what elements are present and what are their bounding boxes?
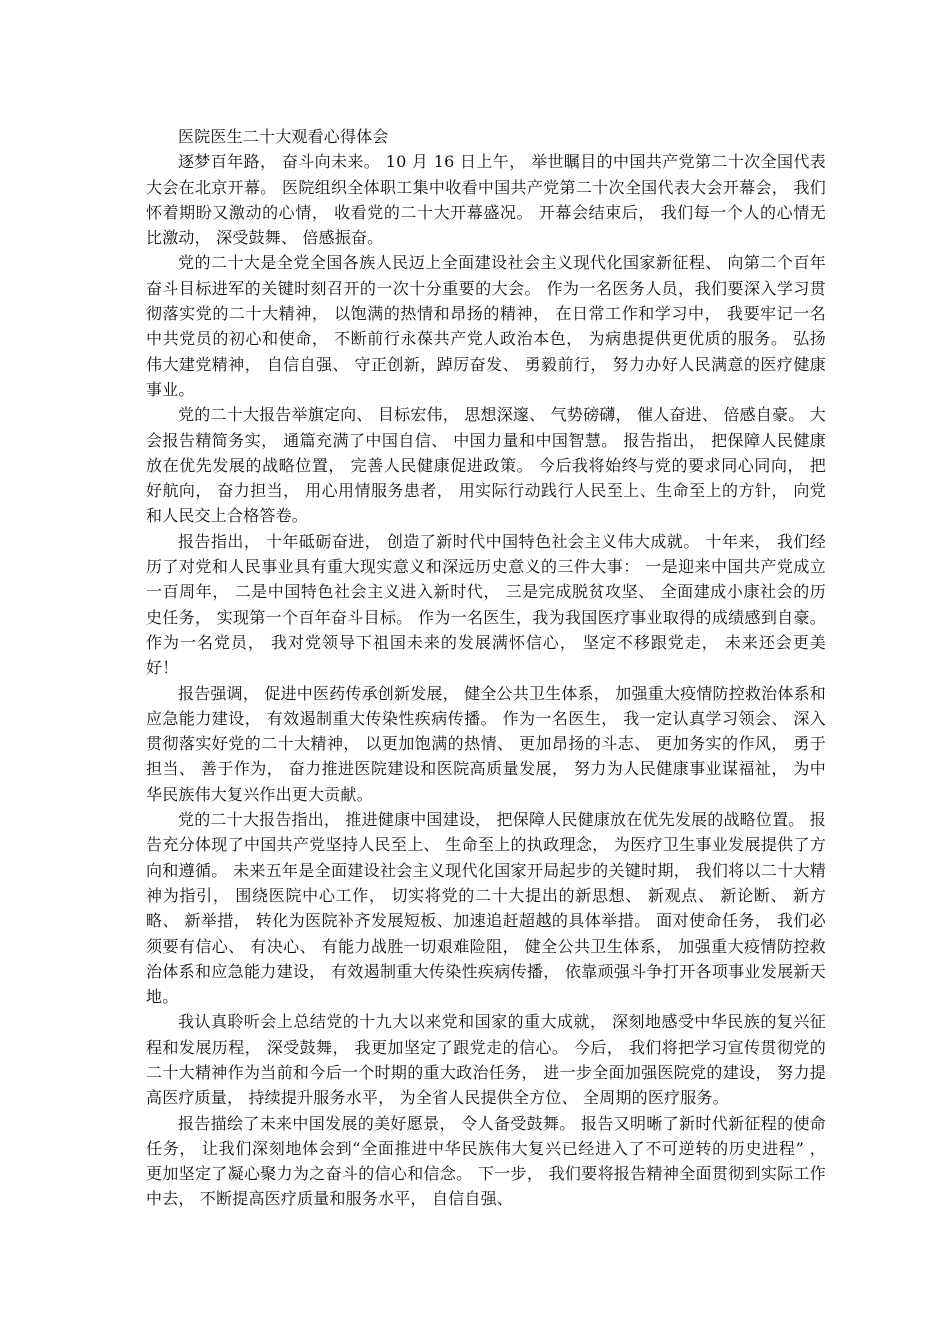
- document-title: 医院医生二十大观看心得体会: [178, 127, 389, 146]
- paragraph-7: 我认真聆听会上总结党的十九大以来党和国家的重大成就， 深刻地感受中华民族的复兴征程和发展历程， 深受鼓舞， 我更加坚定了跟党走的信心。 今后， 我们将把学习宣传贯彻党的二十大精神作为当前和今后一个时期的重大政治任务， 进一步全面加强医院党的建设， 努力提高医疗质量， 持续提升服务水平， 为全省人民提供全方位、 全周期的医疗服务。: [146, 1012, 826, 1108]
- paragraph-3: 党的二十大报告举旗定向、 目标宏伟， 思想深邃、 气势磅礴， 催人奋进、 倍感自豪。 大会报告精简务实， 通篇充满了中国自信、 中国力量和中国智慧。 报告指出， 把保障人民健康放在优先发展的战略位置， 完善人民健康促进政策。 今后我将始终与党的要求同心同向， 把好航向， 奋力担当， 用心用情服务患者， 用实际行动践行人民至上、生命至上的方针， 向党和人民交上合格答卷。: [146, 405, 826, 526]
- document-body: [146, 124, 826, 1212]
- paragraph-5: 报告强调， 促进中医药传承创新发展， 健全公共卫生体系， 加强重大疫情防控救治体系和应急能力建设， 有效遏制重大传染性疾病传播。 作为一名医生， 我一定认真学习领会、 深入贯彻落实好党的二十大精神， 以更加饱满的热情、 更加昂扬的斗志、 更加务实的作风， 勇于担当、 善于作为， 奋力推进医院建设和医院高质量发展， 努力为人民健康事业谋福祉， 为中华民族伟大复兴作出更大贡献。: [146, 683, 826, 804]
- paragraph-4: 报告指出， 十年砥砺奋进， 创造了新时代中国特色社会主义伟大成就。 十年来， 我们经历了对党和人民事业具有重大现实意义和深远历史意义的三件大事： 一是迎来中国共产党成立一百周年， 二是中国特色社会主义进入新时代， 三是完成脱贫攻坚、 全面建成小康社会的历史任务， 实现第一个百年奋斗目标。 作为一名医生，我为我国医疗事业取得的成绩感到自豪。 作为一名党员， 我对党领导下祖国未来的发展满怀信心， 坚定不移跟党走， 未来还会更美好！: [146, 531, 826, 678]
- paragraph-2: 党的二十大是全党全国各族人民迈上全面建设社会主义现代化国家新征程、 向第二个百年奋斗目标进军的关键时刻召开的一次十分重要的大会。 作为一名医务人员，我们要深入学习贯彻落实党的二十大精神， 以饱满的热情和昂扬的精神， 在日常工作和学习中， 我要牢记一名中共党员的初心和使命， 不断前行永葆共产党人政治本色， 为病患提供更优质的服务。 弘扬伟大建党精神， 自信自强、 守正创新，踔厉奋发、 勇毅前行， 努力办好人民满意的医疗健康事业。: [146, 253, 826, 399]
- paragraph-6: 党的二十大报告指出， 推进健康中国建设， 把保障人民健康放在优先发展的战略位置。 报告充分体现了中国共产党坚持人民至上、 生命至上的执政理念， 为医疗卫生事业发展提供了方向和遵循。 未来五年是全面建设社会主义现代化国家开局起步的关键时期， 我们将以二十大精神为指引， 围绕医院中心工作， 切实将党的二十大提出的新思想、 新观点、 新论断、 新方略、 新举措， 转化为医院补齐发展短板、加速追赶超越的具体举措。 面对使命任务， 我们必须要有信心、 有决心、 有能力战胜一切艰难险阻， 健全公共卫生体系， 加强重大疫情防控救治体系和应急能力建设， 有效遏制重大传染性疾病传播， 依靠顽强斗争打开各项事业发展新天地。: [146, 810, 826, 1007]
- paragraph-1: 逐梦百年路， 奋斗向未来。 10 月 16 日上午， 举世瞩目的中国共产党第二十次全国代表大会在北京开幕。 医院组织全体职工集中收看中国共产党第二十次全国代表大会开幕会， 我们怀着期盼又激动的心情， 收看党的二十大开幕盛况。 开幕会结束后， 我们每一个人的心情无比激动， 深受鼓舞、 倍感振奋。: [146, 152, 826, 248]
- paragraph-8: 报告描绘了未来中国发展的美好愿景， 令人备受鼓舞。 报告又明晰了新时代新征程的使命任务， 让我们深刻地体会到“全面推进中华民族伟大复兴已经进入了不可逆转的历史进程” ， 更加坚定了凝心聚力为之奋斗的信心和信念。 下一步， 我们要将报告精神全面贯彻到实际工作中去， 不断提高医疗质量和服务水平， 自信自强、: [146, 1113, 826, 1209]
